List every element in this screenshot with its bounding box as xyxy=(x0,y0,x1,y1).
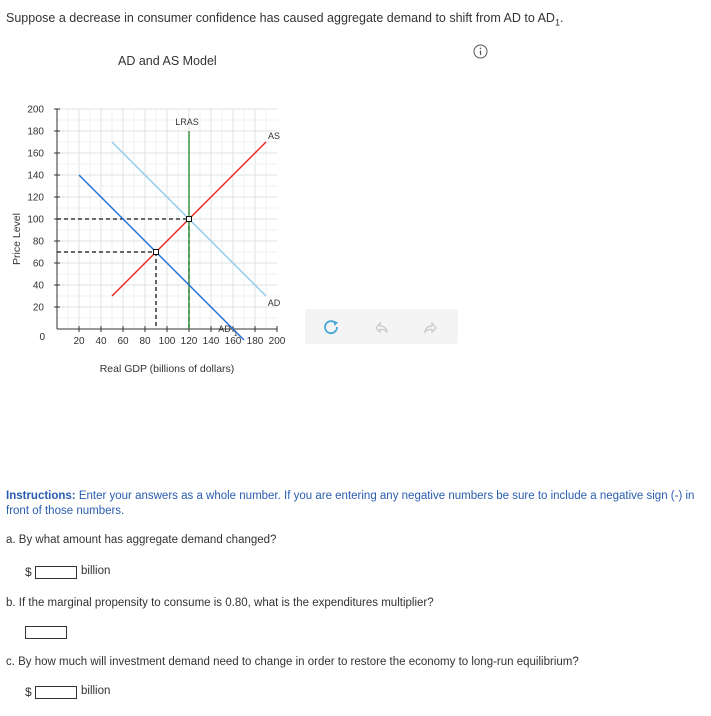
equilibrium-point-initial[interactable] xyxy=(187,217,192,222)
y-tick-label: 20 xyxy=(32,302,44,314)
curve-label-as: AS xyxy=(267,131,281,141)
x-tick-label: 60 xyxy=(117,336,129,347)
question-prompt xyxy=(6,11,563,28)
equilibrium-point-new[interactable] xyxy=(154,250,159,255)
curve-label-ad: AD xyxy=(267,298,281,308)
x-tick-label: 120 xyxy=(180,336,198,347)
instructions-label: Instructions: xyxy=(6,490,76,502)
info-icon[interactable] xyxy=(473,44,488,59)
y-tick-label: 100 xyxy=(27,214,44,226)
x-tick-label: 40 xyxy=(95,336,107,347)
undo-icon[interactable] xyxy=(371,317,391,337)
question-a-input[interactable] xyxy=(35,566,77,579)
prompt-end: . xyxy=(559,11,564,25)
question-b-input[interactable] xyxy=(25,626,67,639)
y-tick-label: 60 xyxy=(32,258,44,270)
y-tick-label: 40 xyxy=(32,280,44,292)
x-axis-label: Real GDP (billions of dollars) xyxy=(99,363,235,375)
x-tick-label: 140 xyxy=(202,336,220,347)
prompt-subscript: 1 xyxy=(554,17,560,28)
x-tick-label: 20 xyxy=(73,336,85,347)
curve-label-ad1: $AD_1$ xyxy=(218,324,238,338)
x-tick-label: 100 xyxy=(158,336,176,347)
instructions-text: Enter your answers as a whole number. If you are entering any negative numbers be sure to include a negative sign (-) in front of those numbers. xyxy=(6,490,695,517)
curve-ad1[interactable] xyxy=(79,175,244,340)
prompt-text: Suppose a decrease in consumer confidence has caused aggregate demand to shift from AD to AD xyxy=(6,11,555,25)
y-tick-label: 80 xyxy=(32,236,44,248)
x-tick-label: 160 xyxy=(224,336,242,347)
y-tick-label: 180 xyxy=(27,126,44,138)
y-tick-label: 140 xyxy=(27,170,44,182)
y-axis-label: Price Level xyxy=(11,213,23,265)
x-tick-label: 200 xyxy=(268,336,286,347)
x-tick-label: 180 xyxy=(246,336,264,347)
reset-icon[interactable] xyxy=(321,317,341,337)
y-tick-label: 160 xyxy=(27,148,44,160)
y-tick-label: 120 xyxy=(27,192,44,204)
redo-icon[interactable] xyxy=(421,317,441,337)
question-c-dollar: $ xyxy=(25,685,32,699)
curve-label-lras: LRAS xyxy=(175,117,199,127)
question-b-text: b. If the marginal propensity to consume is 0.80, what is the expenditures multiplier? xyxy=(6,597,434,609)
graph-toolbar xyxy=(305,309,458,344)
question-c-input[interactable] xyxy=(35,686,77,699)
instructions xyxy=(6,489,706,519)
question-a-text: a. By what amount has aggregate demand changed? xyxy=(6,534,277,546)
question-c-text: c. By how much will investment demand need to change in order to restore the economy to long-run equilibrium? xyxy=(6,656,579,668)
chart-title: AD and AS Model xyxy=(118,54,217,68)
y-tick-label: 200 xyxy=(27,104,44,116)
question-c-unit: billion xyxy=(81,685,111,697)
x-tick-label: 80 xyxy=(139,336,151,347)
curve-label-subscript: 1 xyxy=(233,331,238,338)
ad-as-chart[interactable] xyxy=(0,95,300,385)
question-a-dollar: $ xyxy=(25,565,32,579)
question-a-unit: billion xyxy=(81,565,111,577)
y-tick-label: 0 xyxy=(39,332,45,343)
